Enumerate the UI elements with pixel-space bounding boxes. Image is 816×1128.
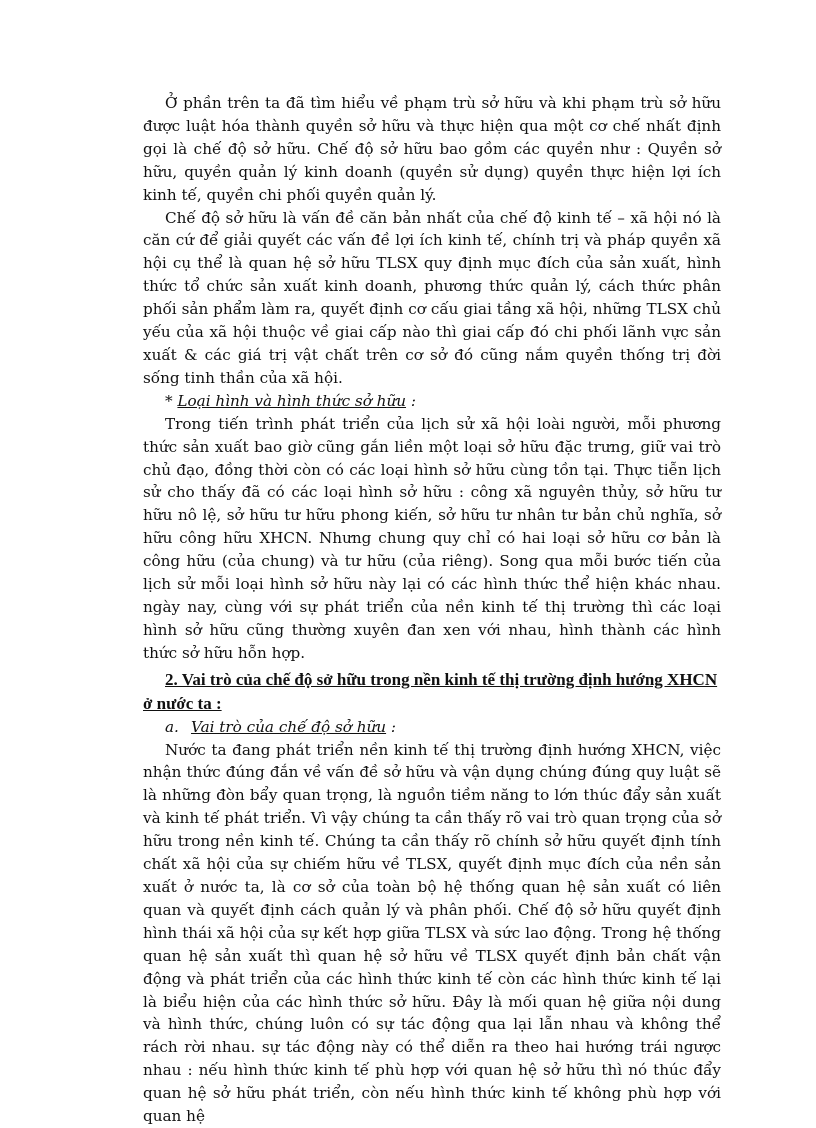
paragraph-ownership-regime: Chế độ sở hữu là vấn đề căn bản nhất của chế độ kinh tế – xã hội nó là căn cứ để giải quyết các vấn đề lợi ích kinh tế, chính trị và pháp quyền xã hội cụ thể là quan hệ sở hữu TLSX quy định mục đích của sản xuất, hình thức tổ chức sản xuất kinh doanh, phương thức quản lý, cách thức phân phối sản phẩm làm ra, quyết định cơ cấu giai tầng xã hội, những TLSX chủ yếu của xã hội thuộc về giai cấp nào thì giai cấp đó chi phối lãnh vực sản xuất & các giá trị vật chất trên cơ sở đó cũng nắm quyền thống trị đời sống tinh thần của xã hội. xyxy=(143,208,721,387)
subheading-title: Loại hình và hình thức sở hữu xyxy=(177,391,407,410)
subheading-role-a xyxy=(143,716,721,739)
document-page xyxy=(143,92,721,1128)
paragraph-ownership-history: Trong tiến trình phát triển của lịch sử xã hội loài người, mỗi phương thức sản xuất bao giờ cũng gắn liền một loại sở hữu đặc trưng, giữ vai trò chủ đạo, đồng thời còn có các loại hình sở hữu cùng tồn tại. Thực tiễn lịch sử cho thấy đã có các loại hình sở hữu : công xã nguyên thủy, sở hữu tư hữu nô lệ, sở hữu tư hữu phong kiến, sở hữu tư nhân tư bản chủ nghĩa, sở hữu công hữu XHCN. Nhưng chung quy chỉ có hai loại sở hữu cơ bản là công hữu (của chung) và tư hữu (của riêng). Song qua mỗi bước tiến của lịch sử mỗi loại hình sở hữu này lại có các hình thức thể hiện khác nhau. ngày nay, cùng với sự phát triển của nền kinh tế thị trường thì các loại hình sở hữu cũng thường xuyên đan xen với nhau, hình thành các hình thức sở hữu hỗn hợp. xyxy=(143,414,721,662)
section-title-role-of-ownership: 2. Vai trò của chế độ sở hữu trong nền kinh tế thị trường định hướng XHCN ở nước ta : xyxy=(143,669,718,713)
subheading-suffix: : xyxy=(406,391,416,410)
paragraph-ownership-intro: Ở phần trên ta đã tìm hiểu về phạm trù sở hữu và khi phạm trù sở hữu được luật hóa thành quyền sở hữu và thực hiện qua một cơ chế nhất định gọi là chế độ sở hữu. Chế độ sở hữu bao gồm các quyền như : Quyền sở hữu, quyền quản lý kinh doanh (quyền sử dụng) quyền thực hiện lợi ích kinh tế, quyền chi phối quyền quản lý. xyxy=(143,94,721,204)
subheading-prefix: * xyxy=(165,391,178,410)
subheading-number: a. xyxy=(165,717,179,736)
subheading-ownership-types xyxy=(143,390,721,413)
paragraph-role-body: Nước ta đang phát triển nền kinh tế thị trường định hướng XHCN, việc nhận thức đúng đắn về vấn đề sở hữu và vận dụng chúng đúng quy luật sẽ là những đòn bẩy quan trọng, là nguồn tiềm năng to lớn thúc đẩy sản xuất và kinh tế phát triển. Vì vậy chúng ta cần thấy rõ vai trò quan trọng của sở hữu trong nền kinh tế. Chúng ta cần thấy rõ chính sở hữu quyết định tính chất xã hội của sự chiếm hữu về TLSX, quyết định mục đích của nền sản xuất ở nước ta, là cơ sở của toàn bộ hệ thống quan hệ sản xuất có liên quan và quyết định cách quản lý và phân phối. Chế độ sở hữu quyết định hình thái xã hội của sự kết hợp giữa TLSX và sức lao động. Trong hệ thống quan hệ sản xuất thì quan hệ sở hữu về TLSX quyết định bản chất vận động và phát triển của các hình thức kinh tế còn các hình thức kinh tế lại là biểu hiện của các hình thức sở hữu. Đây là mối quan hệ giữa nội dung và hình thức, chúng luôn có sự tác động qua lại lẫn nhau và không thể rách rời nhau. sự tác động này có thể diễn ra theo hai hướng trái ngược nhau : nếu hình thức kinh tế phù hợp với quan hệ sở hữu thì nó thúc đẩy quan hệ sở hữu phát triển, còn nếu hình thức kinh tế không phù hợp với quan hệ xyxy=(143,740,721,1126)
subheading-role-title: Vai trò của chế độ sở hữu xyxy=(191,717,387,736)
subheading-role-suffix: : xyxy=(386,717,397,736)
